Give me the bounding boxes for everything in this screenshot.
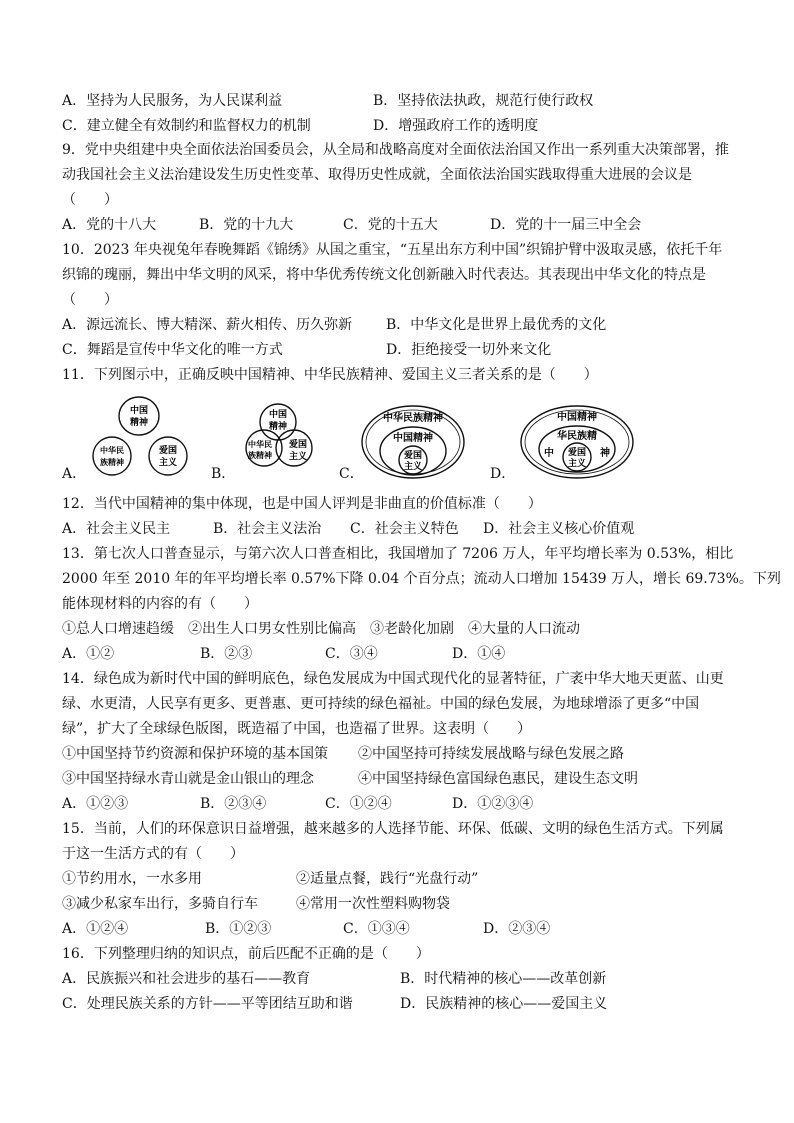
fig-a-circle-left bbox=[93, 437, 131, 475]
q14-option-b: B．②③④ bbox=[200, 796, 267, 812]
q13-option-d: D．①④ bbox=[452, 646, 506, 662]
q11-figure-c bbox=[360, 404, 470, 484]
fig-b-label-top: 中国 bbox=[268, 410, 288, 420]
q14-item-1: ①中国坚持节约资源和保护环境的基本国策 bbox=[62, 746, 328, 762]
q13-option-c: C．③④ bbox=[325, 646, 378, 662]
q8-option-c: C．建立健全有效制约和监督权力的机制 bbox=[62, 118, 311, 134]
q14-item-2: ②中国坚持可持续发展战略与绿色发展之路 bbox=[358, 746, 624, 762]
fig-d-label-middle-left: 中 bbox=[544, 448, 554, 459]
q9-option-b: B．党的十九大 bbox=[199, 217, 294, 233]
fig-a-label-left-2: 族精神 bbox=[100, 458, 124, 467]
q15-item-2: ②适量点餐，践行“光盘行动” bbox=[296, 871, 479, 887]
q16-option-b: B．时代精神的核心——改革创新 bbox=[400, 971, 607, 987]
q15-stem-line-2: 于这一生活方式的有（ ） bbox=[62, 846, 244, 862]
q10-stem-line-2: 织锦的瑰丽，舞出中华文明的风采，将中华优秀传统文化创新融入时代表达。其表现出中华文化的特点是 bbox=[62, 267, 706, 283]
q14-item-3: ③中国坚持绿水青山就是金山银山的理念 bbox=[62, 771, 314, 787]
q14-option-a: A．①②③ bbox=[62, 796, 129, 812]
q16-option-c: C．处理民族关系的方针——平等团结互助和谐 bbox=[62, 996, 353, 1012]
fig-b-label-left-2: 族精神 bbox=[248, 451, 272, 460]
fig-c-label-middle: 中国精神 bbox=[393, 433, 433, 444]
q8-option-d: D．增强政府工作的透明度 bbox=[373, 118, 539, 134]
q10-option-c: C．舞蹈是宣传中华文化的唯一方式 bbox=[62, 342, 283, 358]
fig-d-label-middle: 华民族精 bbox=[557, 431, 597, 442]
q14-option-c: C．①②④ bbox=[325, 796, 392, 812]
q14-stem-line-3: 绿”，扩大了全球绿色版图，既造福了中国，也造福了世界。这表明（ ） bbox=[62, 721, 532, 737]
q10-option-a: A．源远流长、博大精深、薪火相传、历久弥新 bbox=[62, 317, 353, 333]
q9-answer-paren: （ ） bbox=[62, 192, 118, 208]
q15-stem-line-1: 15．当前，人们的环保意识日益增强，越来越多的人选择节能、环保、低碳、文明的绿色生活方式。下列属 bbox=[62, 821, 724, 837]
fig-b-label-right-2: 主义 bbox=[288, 452, 308, 462]
fig-a-label-right-2: 主义 bbox=[158, 458, 178, 468]
q14-stem-line-1: 14．绿色成为新时代中国的鲜明底色，绿色发展成为中国式现代化的显著特征，广袤中华大地天更蓝、山更 bbox=[62, 671, 724, 687]
q15-item-1: ①节约用水，一水多用 bbox=[62, 871, 202, 887]
fig-a-circle-top bbox=[119, 397, 159, 435]
q9-option-c: C．党的十五大 bbox=[343, 217, 438, 233]
q12-option-a: A．社会主义民主 bbox=[62, 521, 171, 537]
q11-figure-a bbox=[90, 395, 200, 485]
q13-option-a: A．①② bbox=[62, 646, 115, 662]
q12-option-c: C．社会主义特色 bbox=[350, 521, 459, 537]
q11-option-c: C． bbox=[339, 466, 364, 482]
q11-stem: 11．下列图示中，正确反映中国精神、中华民族精神、爱国主义三者关系的是（ ） bbox=[62, 367, 598, 383]
q11-option-b: B． bbox=[211, 466, 236, 482]
q9-option-d: D．党的十一届三中全会 bbox=[490, 217, 642, 233]
q15-option-c: C．①③④ bbox=[343, 921, 410, 937]
fig-c-label-outer: 中华民族精神 bbox=[383, 413, 443, 424]
q9-stem-line-1: 9．党中央组建中央全面依法治国委员会，从全局和战略高度对全面依法治国又作出一系列重大决策部署，推 bbox=[62, 142, 729, 158]
fig-b-label-left: 中华民 bbox=[248, 440, 272, 449]
q10-answer-paren: （ ） bbox=[62, 292, 118, 308]
q11-figure-d bbox=[518, 404, 638, 484]
fig-d-label-inner-2: 主义 bbox=[567, 459, 587, 469]
q15-item-4: ④常用一次性塑料购物袋 bbox=[296, 896, 450, 912]
q8-option-a: A．坚持为人民服务，为人民谋利益 bbox=[62, 93, 283, 109]
q13-option-b: B．②③ bbox=[200, 646, 253, 662]
fig-d-label-inner: 爱国 bbox=[567, 448, 587, 458]
q9-option-a: A．党的十八大 bbox=[62, 217, 157, 233]
q14-option-d: D．①②③④ bbox=[452, 796, 534, 812]
q15-option-a: A．①②④ bbox=[62, 921, 129, 937]
fig-b-label-top-2: 精神 bbox=[268, 422, 288, 432]
q10-stem-line-1: 10．2023 年央视兔年春晚舞蹈《锦绣》从国之重宝，“五星出东方利中国”织锦护臂中汲取灵感，依托千年 bbox=[62, 242, 723, 258]
q11-figure-b bbox=[238, 400, 328, 480]
q12-option-b: B．社会主义法治 bbox=[213, 521, 322, 537]
q13-stem-line-2: 2000 年至 2010 年的年平均增长率 0.57%下降 0.04 个百分点；流动人口增加 15439 万人，增长 69.73%。下列 bbox=[62, 571, 781, 587]
fig-a-label-left: 中华民 bbox=[100, 446, 124, 455]
q16-option-d: D．民族精神的核心——爱国主义 bbox=[400, 996, 608, 1012]
q15-option-d: D．②③④ bbox=[483, 921, 551, 937]
q12-option-d: D．社会主义核心价值观 bbox=[483, 521, 635, 537]
q10-option-d: D．拒绝接受一切外来文化 bbox=[386, 342, 552, 358]
q11-option-a: A． bbox=[62, 466, 87, 482]
q12-stem: 12．当代中国精神的集中体现，也是中国人评判是非曲直的价值标准（ ） bbox=[62, 496, 542, 512]
q14-item-4: ④中国坚持绿色富国绿色惠民，建设生态文明 bbox=[358, 771, 638, 787]
q11-option-d: D． bbox=[490, 466, 516, 482]
fig-c-label-inner-2: 主义 bbox=[403, 462, 423, 472]
q15-option-b: B．①②③ bbox=[205, 921, 272, 937]
fig-d-label-outer: 中国精神 bbox=[557, 412, 597, 423]
fig-c-label-inner: 爱国 bbox=[403, 451, 423, 461]
fig-a-label-right: 爱国 bbox=[158, 446, 178, 456]
q13-stem-line-3: 能体现材料的内容的有（ ） bbox=[62, 596, 258, 612]
q13-stem-line-1: 13．第七次人口普查显示，与第六次人口普查相比，我国增加了 7206 万人，年平均增长率为 0.53%，相比 bbox=[62, 546, 734, 562]
fig-b-label-right: 爱国 bbox=[288, 440, 308, 450]
fig-a-circle-right bbox=[149, 437, 187, 475]
q10-option-b: B．中华文化是世界上最优秀的文化 bbox=[386, 317, 607, 333]
q16-stem: 16．下列整理归纳的知识点，前后匹配不正确的是（ ） bbox=[62, 946, 430, 962]
q8-option-b: B．坚持依法执政，规范行使行政权 bbox=[373, 93, 594, 109]
fig-a-label-top-2: 精神 bbox=[129, 418, 149, 428]
q16-option-a: A．民族振兴和社会进步的基石——教育 bbox=[62, 971, 311, 987]
q14-stem-line-2: 绿、水更清，人民享有更多、更普惠、更可持续的绿色福祉。中国的绿色发展，为地球增添了更多“中国 bbox=[62, 696, 700, 712]
q15-item-3: ③减少私家车出行，多骑自行车 bbox=[62, 896, 258, 912]
q13-items: ①总人口增速趋缓 ②出生人口男女性别比偏高 ③老龄化加剧 ④大量的人口流动 bbox=[62, 621, 580, 637]
fig-a-label-top: 中国 bbox=[129, 406, 149, 416]
fig-d-label-middle-right: 神 bbox=[600, 448, 610, 459]
q9-stem-line-2: 动我国社会主义法治建设发生历史性变革、取得历史性成就，全面依法治国实践取得重大进展的会议是 bbox=[62, 167, 692, 183]
